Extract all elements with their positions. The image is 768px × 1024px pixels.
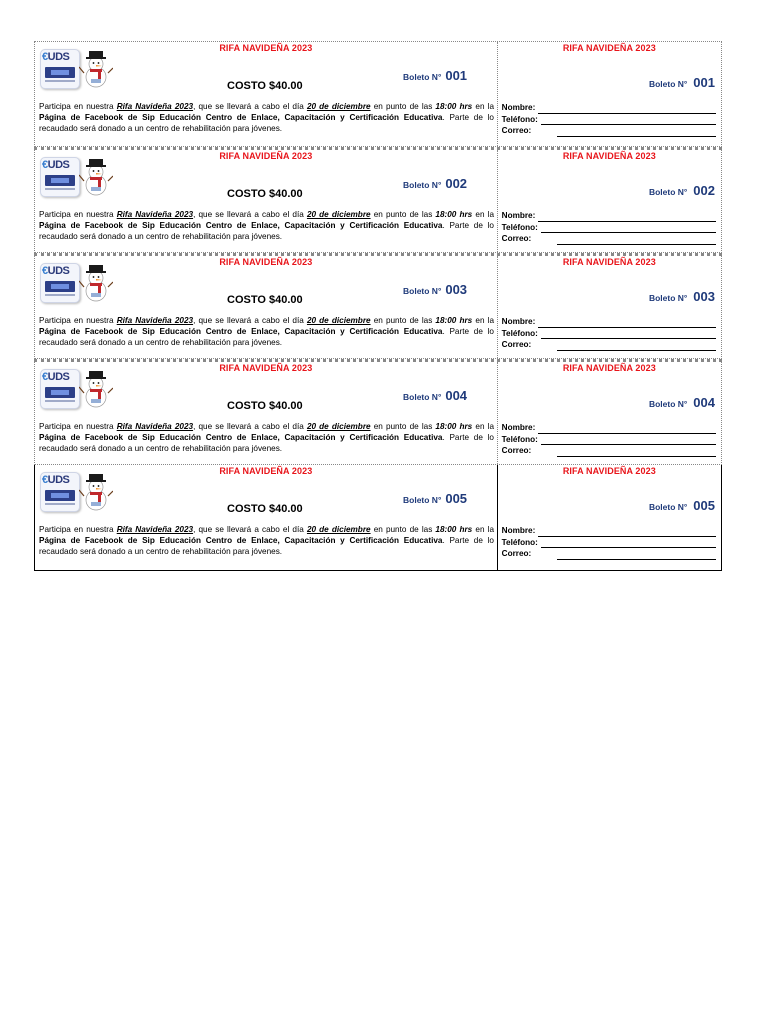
nombre-line[interactable] xyxy=(538,319,715,328)
snowman-icon xyxy=(79,49,113,89)
ticket-cost: COSTO $40.00 xyxy=(227,400,303,412)
stub-title: RIFA NAVIDEÑA 2023 xyxy=(562,257,656,267)
ticket-stub xyxy=(497,150,721,252)
ticket-number-stub xyxy=(649,182,715,200)
correo-field[interactable]: Correo: xyxy=(502,125,716,137)
stub-ticket-number: 002 xyxy=(693,183,715,198)
uds-logo xyxy=(40,369,80,409)
ticket-number-stub xyxy=(649,288,715,306)
ticket-title: RIFA NAVIDEÑA 2023 xyxy=(219,257,313,267)
ticket-number: 002 xyxy=(445,176,468,191)
nombre-field[interactable]: Nombre: xyxy=(502,316,716,328)
boleto-label: Boleto N° xyxy=(403,495,442,505)
boleto-label: Boleto N° xyxy=(403,286,442,296)
uds-logo xyxy=(40,157,80,197)
uds-logo xyxy=(40,49,80,89)
telefono-line[interactable] xyxy=(541,116,716,125)
ticket-title: RIFA NAVIDEÑA 2023 xyxy=(219,363,313,373)
ticket-cost: COSTO $40.00 xyxy=(227,80,303,92)
ticket-number: 003 xyxy=(445,282,468,297)
ticket-title: RIFA NAVIDEÑA 2023 xyxy=(219,466,313,476)
stub-title: RIFA NAVIDEÑA 2023 xyxy=(562,151,656,161)
telefono-field[interactable]: Teléfono: xyxy=(502,114,716,126)
nombre-field[interactable]: Nombre: xyxy=(502,210,716,222)
telefono-line[interactable] xyxy=(541,539,716,548)
correo-line[interactable] xyxy=(557,448,715,457)
ticket-description: Participa en nuestra Rifa Navideña 2023, que se llevará a cabo el día 20 de diciembre en punto de las 18:00 hrs en la Página de Facebook de Sip Educación Centro de Enlace, Capacitación y Certificación Educativa. Parte de lo recaudado será donado a un centro de rehabilitación para jóvenes. xyxy=(39,525,495,556)
raffle-ticket xyxy=(34,147,722,253)
stub-title: RIFA NAVIDEÑA 2023 xyxy=(562,43,656,53)
correo-line[interactable] xyxy=(557,236,715,245)
stub-boleto-label: Boleto N° xyxy=(648,79,688,89)
nombre-field[interactable]: Nombre: xyxy=(502,422,716,434)
boleto-label: Boleto N° xyxy=(403,392,442,402)
ticket-main xyxy=(35,150,497,252)
correo-field[interactable]: Correo: xyxy=(502,339,716,351)
ticket-description: Participa en nuestra Rifa Navideña 2023, que se llevará a cabo el día 20 de diciembre en punto de las 18:00 hrs en la Página de Facebook de Sip Educación Centro de Enlace, Capacitación y Certificación Educativa. Parte de lo recaudado será donado a un centro de rehabilitación para jóvenes. xyxy=(39,316,495,347)
correo-field[interactable]: Correo: xyxy=(502,445,716,457)
ticket-description: Participa en nuestra Rifa Navideña 2023, que se llevará a cabo el día 20 de diciembre en punto de las 18:00 hrs en la Página de Facebook de Sip Educación Centro de Enlace, Capacitación y Certificación Educativa. Parte de lo recaudado será donado a un centro de rehabilitación para jóvenes. xyxy=(39,210,495,241)
stub-boleto-label: Boleto N° xyxy=(648,293,688,303)
telefono-field[interactable]: Teléfono: xyxy=(502,434,716,446)
telefono-field[interactable]: Teléfono: xyxy=(502,328,716,340)
ticket-stub xyxy=(497,256,721,358)
boleto-label: Boleto N° xyxy=(403,180,442,190)
correo-line[interactable] xyxy=(557,128,715,137)
uds-logo-bar xyxy=(45,67,75,78)
ticket-title: RIFA NAVIDEÑA 2023 xyxy=(219,43,313,53)
uds-logo-subline xyxy=(45,294,75,296)
uds-logo-text: €UDS xyxy=(42,159,70,171)
ticket-number: 005 xyxy=(445,491,468,506)
uds-logo-text: €UDS xyxy=(42,51,70,63)
correo-field[interactable]: Correo: xyxy=(502,233,716,245)
ticket-number: 004 xyxy=(445,388,468,403)
ticket-cost: COSTO $40.00 xyxy=(227,188,303,200)
ticket-number-main xyxy=(403,67,467,85)
snowman-icon xyxy=(79,263,113,303)
stub-fields xyxy=(502,102,716,137)
ticket-main xyxy=(35,362,497,464)
uds-logo-bar xyxy=(45,175,75,186)
raffle-ticket xyxy=(34,41,722,147)
uds-logo-subline xyxy=(45,188,75,190)
boleto-label: Boleto N° xyxy=(403,72,442,82)
ticket-stub xyxy=(497,362,721,464)
stub-ticket-number: 005 xyxy=(693,498,715,513)
nombre-line[interactable] xyxy=(538,105,715,114)
uds-logo-bar xyxy=(45,281,75,292)
ticket-description: Participa en nuestra Rifa Navideña 2023, que se llevará a cabo el día 20 de diciembre en punto de las 18:00 hrs en la Página de Facebook de Sip Educación Centro de Enlace, Capacitación y Certificación Educativa. Parte de lo recaudado será donado a un centro de rehabilitación para jóvenes. xyxy=(39,422,495,453)
ticket-description: Participa en nuestra Rifa Navideña 2023, que se llevará a cabo el día 20 de diciembre en punto de las 18:00 hrs en la Página de Facebook de Sip Educación Centro de Enlace, Capacitación y Certificación Educativa. Parte de lo recaudado será donado a un centro de rehabilitación para jóvenes. xyxy=(39,102,495,133)
ticket-number-main xyxy=(403,490,467,508)
stub-boleto-label: Boleto N° xyxy=(648,502,688,512)
snowman-icon xyxy=(79,157,113,197)
ticket-number-main xyxy=(403,281,467,299)
stub-ticket-number: 001 xyxy=(693,75,715,90)
ticket-number-stub xyxy=(649,74,715,92)
ticket-stub xyxy=(497,42,721,146)
ticket-stub xyxy=(497,465,721,570)
ticket-number: 001 xyxy=(445,68,468,83)
raffle-ticket xyxy=(34,359,722,465)
uds-logo-subline xyxy=(45,400,75,402)
uds-logo-text: €UDS xyxy=(42,371,70,383)
raffle-ticket xyxy=(34,465,722,571)
ticket-cost: COSTO $40.00 xyxy=(227,294,303,306)
uds-logo-bar xyxy=(45,490,75,501)
uds-logo xyxy=(40,472,80,512)
ticket-title: RIFA NAVIDEÑA 2023 xyxy=(219,151,313,161)
ticket-sheet xyxy=(34,41,722,571)
stub-ticket-number: 003 xyxy=(693,289,715,304)
nombre-line[interactable] xyxy=(538,528,715,537)
ticket-number-stub xyxy=(649,394,715,412)
stub-fields xyxy=(502,422,716,457)
snowman-icon xyxy=(79,369,113,409)
stub-boleto-label: Boleto N° xyxy=(648,399,688,409)
correo-field[interactable]: Correo: xyxy=(502,548,716,560)
ticket-number-main xyxy=(403,175,467,193)
telefono-field[interactable]: Teléfono: xyxy=(502,537,716,549)
correo-line[interactable] xyxy=(557,551,715,560)
stub-fields xyxy=(502,316,716,351)
ticket-main xyxy=(35,465,497,570)
ticket-main xyxy=(35,42,497,146)
ticket-number-stub xyxy=(649,497,715,515)
telefono-field[interactable]: Teléfono: xyxy=(502,222,716,234)
raffle-ticket xyxy=(34,253,722,359)
nombre-line[interactable] xyxy=(538,213,715,222)
uds-logo-subline xyxy=(45,503,75,505)
snowman-icon xyxy=(79,472,113,512)
stub-fields xyxy=(502,210,716,245)
telefono-line[interactable] xyxy=(541,224,716,233)
correo-line[interactable] xyxy=(557,342,715,351)
nombre-field[interactable]: Nombre: xyxy=(502,102,716,114)
uds-logo xyxy=(40,263,80,303)
stub-title: RIFA NAVIDEÑA 2023 xyxy=(562,363,656,373)
ticket-cost: COSTO $40.00 xyxy=(227,503,303,515)
ticket-number-main xyxy=(403,387,467,405)
uds-logo-subline xyxy=(45,80,75,82)
nombre-line[interactable] xyxy=(538,425,715,434)
ticket-main xyxy=(35,256,497,358)
telefono-line[interactable] xyxy=(541,330,716,339)
stub-boleto-label: Boleto N° xyxy=(648,187,688,197)
stub-fields xyxy=(502,525,716,560)
telefono-line[interactable] xyxy=(541,436,716,445)
uds-logo-text: €UDS xyxy=(42,474,70,486)
uds-logo-text: €UDS xyxy=(42,265,70,277)
stub-title: RIFA NAVIDEÑA 2023 xyxy=(562,466,656,476)
stub-ticket-number: 004 xyxy=(693,395,715,410)
nombre-field[interactable]: Nombre: xyxy=(502,525,716,537)
uds-logo-bar xyxy=(45,387,75,398)
